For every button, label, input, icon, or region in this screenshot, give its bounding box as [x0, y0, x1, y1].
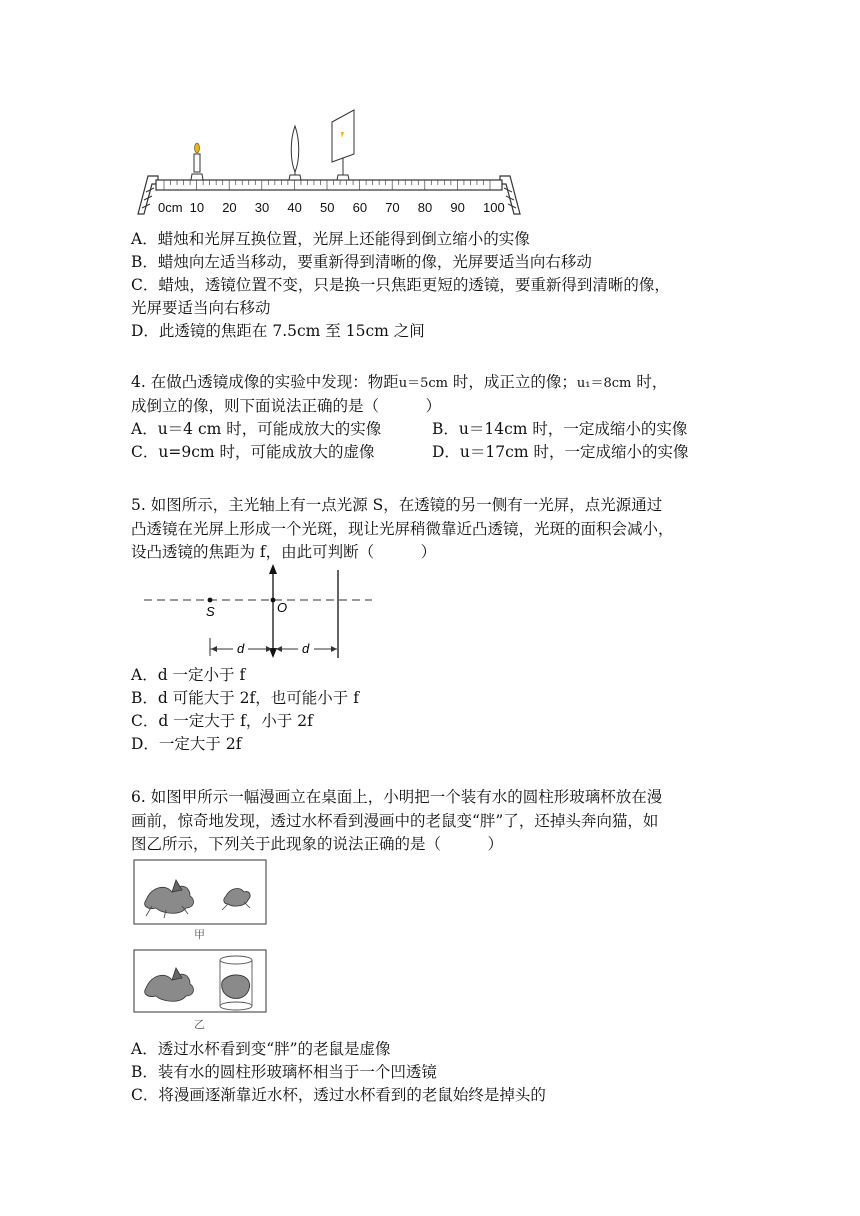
lens-diagram — [140, 560, 380, 662]
bench-tick-label: 30 — [254, 200, 270, 215]
point-o — [271, 598, 276, 603]
q3-option-a: A．蜡烛和光屏互换位置，光屏上还能得到倒立缩小的实像 — [131, 230, 530, 248]
q5-option-a: A．d 一定小于 f — [131, 666, 246, 684]
q3-option-b: B．蜡烛向左适当移动，要重新得到清晰的像，光屏要适当向右移动 — [131, 253, 592, 271]
label-s: S — [206, 604, 215, 619]
q6-stem-line-3: 图乙所示，下列关于此现象的说法正确的是（ ） — [131, 835, 504, 853]
bench-tick-label: 20 — [222, 200, 237, 215]
bench-tick-label: 100 — [483, 200, 505, 215]
q3-option-c-cont: 光屏要适当向右移动 — [131, 299, 271, 317]
light-screen — [332, 110, 354, 180]
q5-stem-line-1: 5. 如图所示，主光轴上有一点光源 S，在透镜的另一侧有一光屏，点光源通过 — [131, 496, 663, 514]
optical-bench-figure — [134, 104, 526, 220]
convex-lens — [289, 126, 301, 180]
label-jia: 甲 — [194, 929, 205, 941]
bench-tick-labels — [158, 200, 505, 215]
label-yi: 乙 — [194, 1019, 205, 1031]
q6-option-b: B．装有水的圆柱形玻璃杯相当于一个凹透镜 — [131, 1063, 437, 1081]
q3-option-c: C．蜡烛，透镜位置不变，只是换一只焦距更短的透镜，要重新得到清晰的像， — [131, 276, 670, 294]
bench-tick-label: 90 — [450, 200, 465, 215]
q4-option-d: D．u＝17cm 时，一定成缩小的实像 — [432, 443, 689, 461]
q4-stem-line-1: 4. 在做凸透镜成像的实验中发现：物距u＝5cm 时，成正立的像；u₁＝8cm 时， — [131, 373, 668, 391]
label-d-left: d — [237, 641, 245, 656]
q5-stem-line-2: 凸透镜在光屏上形成一个光斑，现让光屏稍微靠近凸透镜，光斑的面积会减小， — [131, 520, 674, 538]
q4-option-c: C．u=9cm 时，可能成放大的虚像 — [131, 443, 375, 461]
bench-tick-label: 80 — [417, 200, 433, 215]
q3-option-d: D．此透镜的焦距在 7.5cm 至 15cm 之间 — [131, 322, 425, 340]
cartoon-figure — [132, 856, 272, 1036]
q6-option-a: A．透过水杯看到变“胖”的老鼠是虚像 — [131, 1040, 391, 1058]
q5-option-c: C．d 一定大于 f，小于 2f — [131, 712, 313, 730]
label-d-right: d — [302, 641, 310, 656]
bench-tick-label: 10 — [189, 200, 205, 215]
q5-option-d: D．一定大于 2f — [131, 735, 242, 753]
bench-tick-label: 60 — [352, 200, 368, 215]
candle — [191, 143, 203, 180]
q5-stem-line-3: 设凸透镜的焦距为 f，由此可判断（ ） — [131, 543, 437, 561]
q4-stem-line-2: 成倒立的像，则下面说法正确的是（ ） — [131, 397, 442, 415]
q6-option-c: C．将漫画逐渐靠近水杯，透过水杯看到的老鼠始终是掉头的 — [131, 1086, 546, 1104]
point-s — [208, 598, 213, 603]
bench-tick-label: 40 — [287, 200, 302, 215]
q4-option-b: B．u＝14cm 时，一定成缩小的实像 — [432, 420, 688, 438]
q6-stem-line-1: 6. 如图甲所示一幅漫画立在桌面上，小明把一个装有水的圆柱形玻璃杯放在漫 — [131, 788, 663, 806]
q5-option-b: B．d 可能大于 2f，也可能小于 f — [131, 689, 359, 707]
bench-tick-label: 50 — [320, 200, 335, 215]
q4-option-a: A．u＝4 cm 时，可能成放大的实像 — [131, 420, 382, 438]
label-o: O — [277, 600, 288, 615]
q6-stem-line-2: 画前，惊奇地发现，透过水杯看到漫画中的老鼠变“胖”了，还掉头奔向猫，如 — [131, 812, 659, 830]
bench-tick-label: 0cm — [158, 200, 183, 215]
bench-tick-label: 70 — [385, 200, 400, 215]
